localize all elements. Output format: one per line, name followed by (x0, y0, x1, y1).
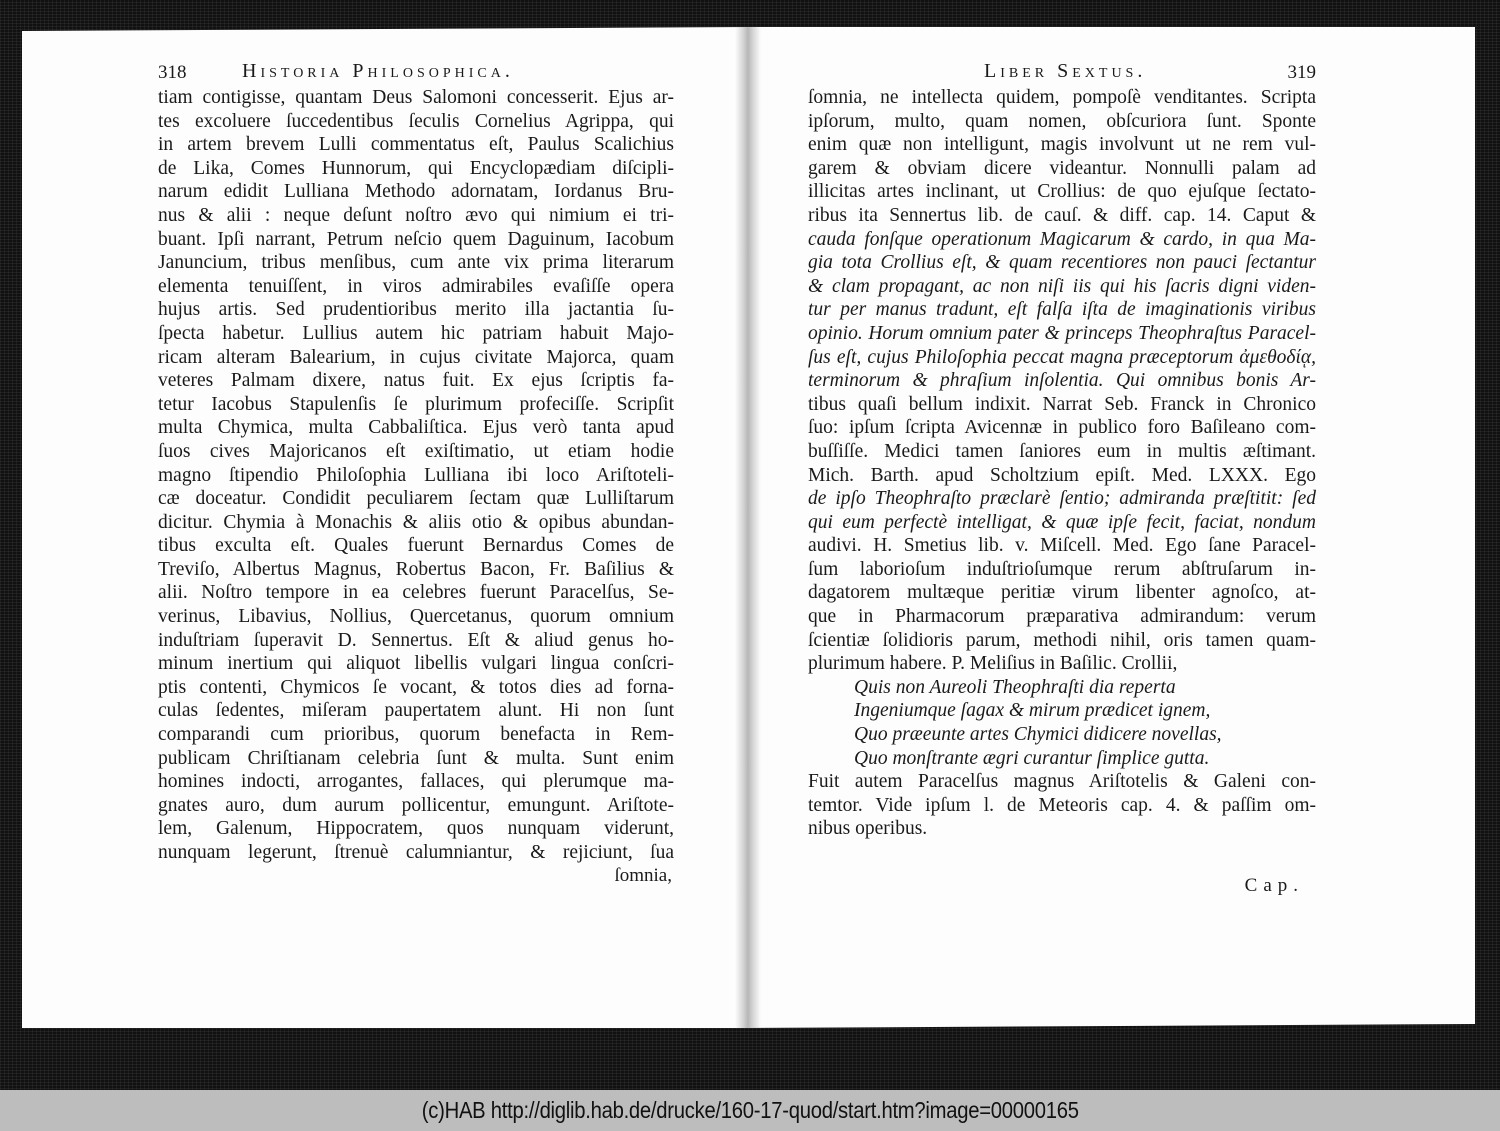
text-line: Mich. Barth. apud Scholtzium epiſt. Med. LXXX. Ego (808, 464, 1316, 486)
text-line: garem & obviam dicere videantur. Nonnulli palam ad (808, 157, 1316, 179)
text-line: gnates auro, dum aurum pollicentur, emungunt. Ariſtote- (158, 794, 674, 816)
text-line: tibus quaſi bellum indixit. Narrat Seb. Franck in Chronico (808, 393, 1316, 415)
text-line: nus & alii : neque deſunt noſtro ævo qui nimium ei tri- (158, 204, 674, 226)
text-line: homines indocti, arrogantes, fallaces, qui plerumque ma- (158, 771, 674, 793)
left-page (158, 60, 674, 886)
text-line: ſuos cives Majoricanos eſt exiſtimatio, ut etiam hodie (158, 440, 674, 462)
right-page-closing-text (808, 770, 1316, 841)
text-line: Fuit autem Paracelſus magnus Ariſtotelis & Galeni con- (808, 771, 1316, 793)
text-line: tes excoluere ſuccedentibus ſeculis Cornelius Agrippa, qui (158, 110, 674, 132)
text-line: minum inertium qui aliquot libellis vulgari lingua conſcri- (158, 653, 674, 675)
text-line: ſomnia, ne intellecta quidem, pompoſè venditantes. Scripta (808, 87, 1316, 108)
right-running-head (808, 60, 1316, 86)
verse-line: Ingeniumque ſagax & mirum prædicet ignem, (854, 700, 1211, 722)
text-line: enim quæ non intelligunt, magis involvunt ut ne rem vul- (808, 134, 1316, 156)
text-line: narum edidit Lulliana Methodo adornatam, Iordanus Bru- (158, 181, 674, 203)
text-line: tiam contigisse, quantam Deus Salomoni concesserit. Ejus ar- (158, 87, 674, 108)
text-line: gia tota Crollius eſt, & quam recentiores non pauci ſectantur (808, 252, 1316, 274)
copyright-url-text: (c)HAB http://diglib.hab.de/drucke/160-17-quod/start.htm?image=00000165 (421, 1097, 1079, 1123)
catchword-right: Cap. (1244, 875, 1304, 896)
text-line: induſtriam ſuperavit D. Sennertus. Eſt & aliud genus ho- (158, 629, 674, 651)
book-gutter (735, 27, 761, 1028)
text-line: alii. Noſtro tempore in ea celebres fuerunt Paracelſus, Se- (158, 582, 674, 604)
text-line: buſſiſſe. Medici tamen ſaniores eum in multis æſtimant. (808, 440, 1316, 462)
text-line: ricam alteram Balearium, in cujus civitate Majorca, quam (158, 346, 674, 368)
text-line: magno ſtipendio Philoſophia Lulliana ibi loco Ariſtoteli- (158, 464, 674, 486)
text-line: nibus operibus. (808, 818, 928, 840)
text-line: de ipſo Theophraſto præclarè ſentio; admiranda præſtitit: ſed (808, 488, 1316, 510)
text-line: Treviſo, Albertus Magnus, Robertus Bacon, Fr. Baſilius & (158, 558, 674, 580)
text-line: ptis contenti, Chymicos ſe vocant, & totos dies ad forna- (158, 676, 674, 698)
text-line: terminorum & phraſium inſolentia. Qui omnibus bonis Ar- (808, 370, 1316, 392)
copyright-footer (0, 1090, 1500, 1131)
text-line: buant. Ipſi narrant, Petrum neſcio quem Daguinum, Iacobum (158, 228, 674, 250)
page-number-right: 319 (1287, 62, 1316, 83)
text-line: elementa tenuiſſent, in viros admirabiles evaſiſſe opera (158, 275, 674, 297)
verse-line: Quo monſtrante ægri curantur ſimplice gutta. (854, 747, 1210, 769)
text-line: verinus, Libavius, Nollius, Quercetanus, quorum omnium (158, 606, 674, 628)
text-line: ſuo: ipſum ſcripta Avicennæ in publico foro Baſileano com- (808, 417, 1316, 439)
verse-line: Quo præeunte artes Chymici didicere novellas, (854, 724, 1222, 746)
verse-quotation (808, 676, 1316, 770)
page-number-left: 318 (158, 62, 187, 83)
text-line: cauda fonſque operationum Magicarum & cardo, in qua Ma- (808, 228, 1316, 250)
text-line: comparandi cum prioribus, quorum benefacta in Rem- (158, 724, 674, 746)
running-title-left: Historia Philosophica. (242, 60, 514, 82)
text-line: ipſorum, multo, quam nomen, obſcuriora ſunt. Sponte (808, 110, 1316, 132)
left-running-head (158, 60, 674, 86)
catchword-left: ſomnia, (614, 865, 672, 886)
text-line: nunquam legerunt, ſtrenuè calumniantur, & rejiciunt, ſua (158, 842, 674, 863)
text-line: temtor. Vide ipſum l. de Meteoris cap. 4. & paſſim om- (808, 794, 1316, 816)
text-line: dicitur. Chymia à Monachis & aliis otio & opibus abundan- (158, 511, 674, 533)
text-line: publicam Chriſtianam celebria ſunt & multa. Sunt enim (158, 747, 674, 769)
text-line: tetur Iacobus Stapulenſis ſe plurimum profeciſſe. Scripſit (158, 393, 674, 415)
left-page-text (158, 86, 674, 865)
text-line: hujus artis. Sed prudentioribus merito illa jactantia ſu- (158, 299, 674, 321)
text-line: plurimum habere. P. Meliſius in Baſilic. Crollii, (808, 653, 1178, 675)
text-line: tibus exculta eſt. Quales fuerunt Bernardus Comes de (158, 535, 674, 557)
right-page-text (808, 86, 1316, 676)
text-line: ribus ita Sennertus lib. de cauſ. & diff. cap. 14. Caput & (808, 204, 1316, 226)
text-line: lem, Galenum, Hippocratem, quos nunquam viderunt, (158, 818, 674, 840)
text-line: opinio. Horum omnium pater & princeps Theophraſtus Paracel- (808, 322, 1316, 344)
text-line: culas ſedentes, miſeram paupertatem alunt. Hi non ſunt (158, 700, 674, 722)
text-line: audivi. H. Smetius lib. v. Miſcell. Med. Ego ſane Paracel- (808, 535, 1316, 557)
text-line: dagatorem multæque peritiæ virum libenter agnoſco, at- (808, 582, 1316, 604)
verse-line: Quis non Aureoli Theophraſti dia reperta (854, 676, 1176, 698)
text-line: ſum laborioſum induſtrioſumque rerum abſtruſarum in- (808, 558, 1316, 580)
text-line: in artem brevem Lulli commentatus eſt, Paulus Scalichius (158, 134, 674, 156)
text-line: que in Pharmacorum præparativa admirandum: verum (808, 606, 1316, 628)
text-line: ſus eſt, cujus Philoſophia peccat magna præceptorum ἀμεθοδίᾳ, (808, 346, 1316, 368)
text-line: ſcientiæ ſolidioris parum, methodi nihil, oris tamen quam- (808, 629, 1316, 651)
text-line: tur per manus tradunt, eſt falſa iſta de imaginationis viribus (808, 299, 1316, 321)
text-line: & clam propagant, ac non niſi iis qui his ſacris digni viden- (808, 275, 1316, 297)
text-line: multa Chymica, multa Cabbaliſtica. Ejus verò tanta apud (158, 417, 674, 439)
running-title-right: Liber Sextus. (984, 60, 1147, 82)
text-line: veteres Palmam dixere, natus fuit. Ex ejus ſcriptis fa- (158, 370, 674, 392)
text-line: cæ doceatur. Condidit peculiarem ſectam quæ Lulliſtarum (158, 488, 674, 510)
text-line: illicitas artes inclinant, ut Crollius: de quo ejuſque ſectato- (808, 181, 1316, 203)
right-page (808, 60, 1316, 896)
text-line: qui eum perfectè intelligat, & quæ ipſe fecit, faciat, nondum (808, 511, 1316, 533)
text-line: de Lika, Comes Hunnorum, qui Encyclopædiam diſcipli- (158, 157, 674, 179)
text-line: Januncium, tribus menſibus, cum ante vix prima literarum (158, 252, 674, 274)
text-line: ſpecta habetur. Lullius autem hic patriam habuit Majo- (158, 322, 674, 344)
